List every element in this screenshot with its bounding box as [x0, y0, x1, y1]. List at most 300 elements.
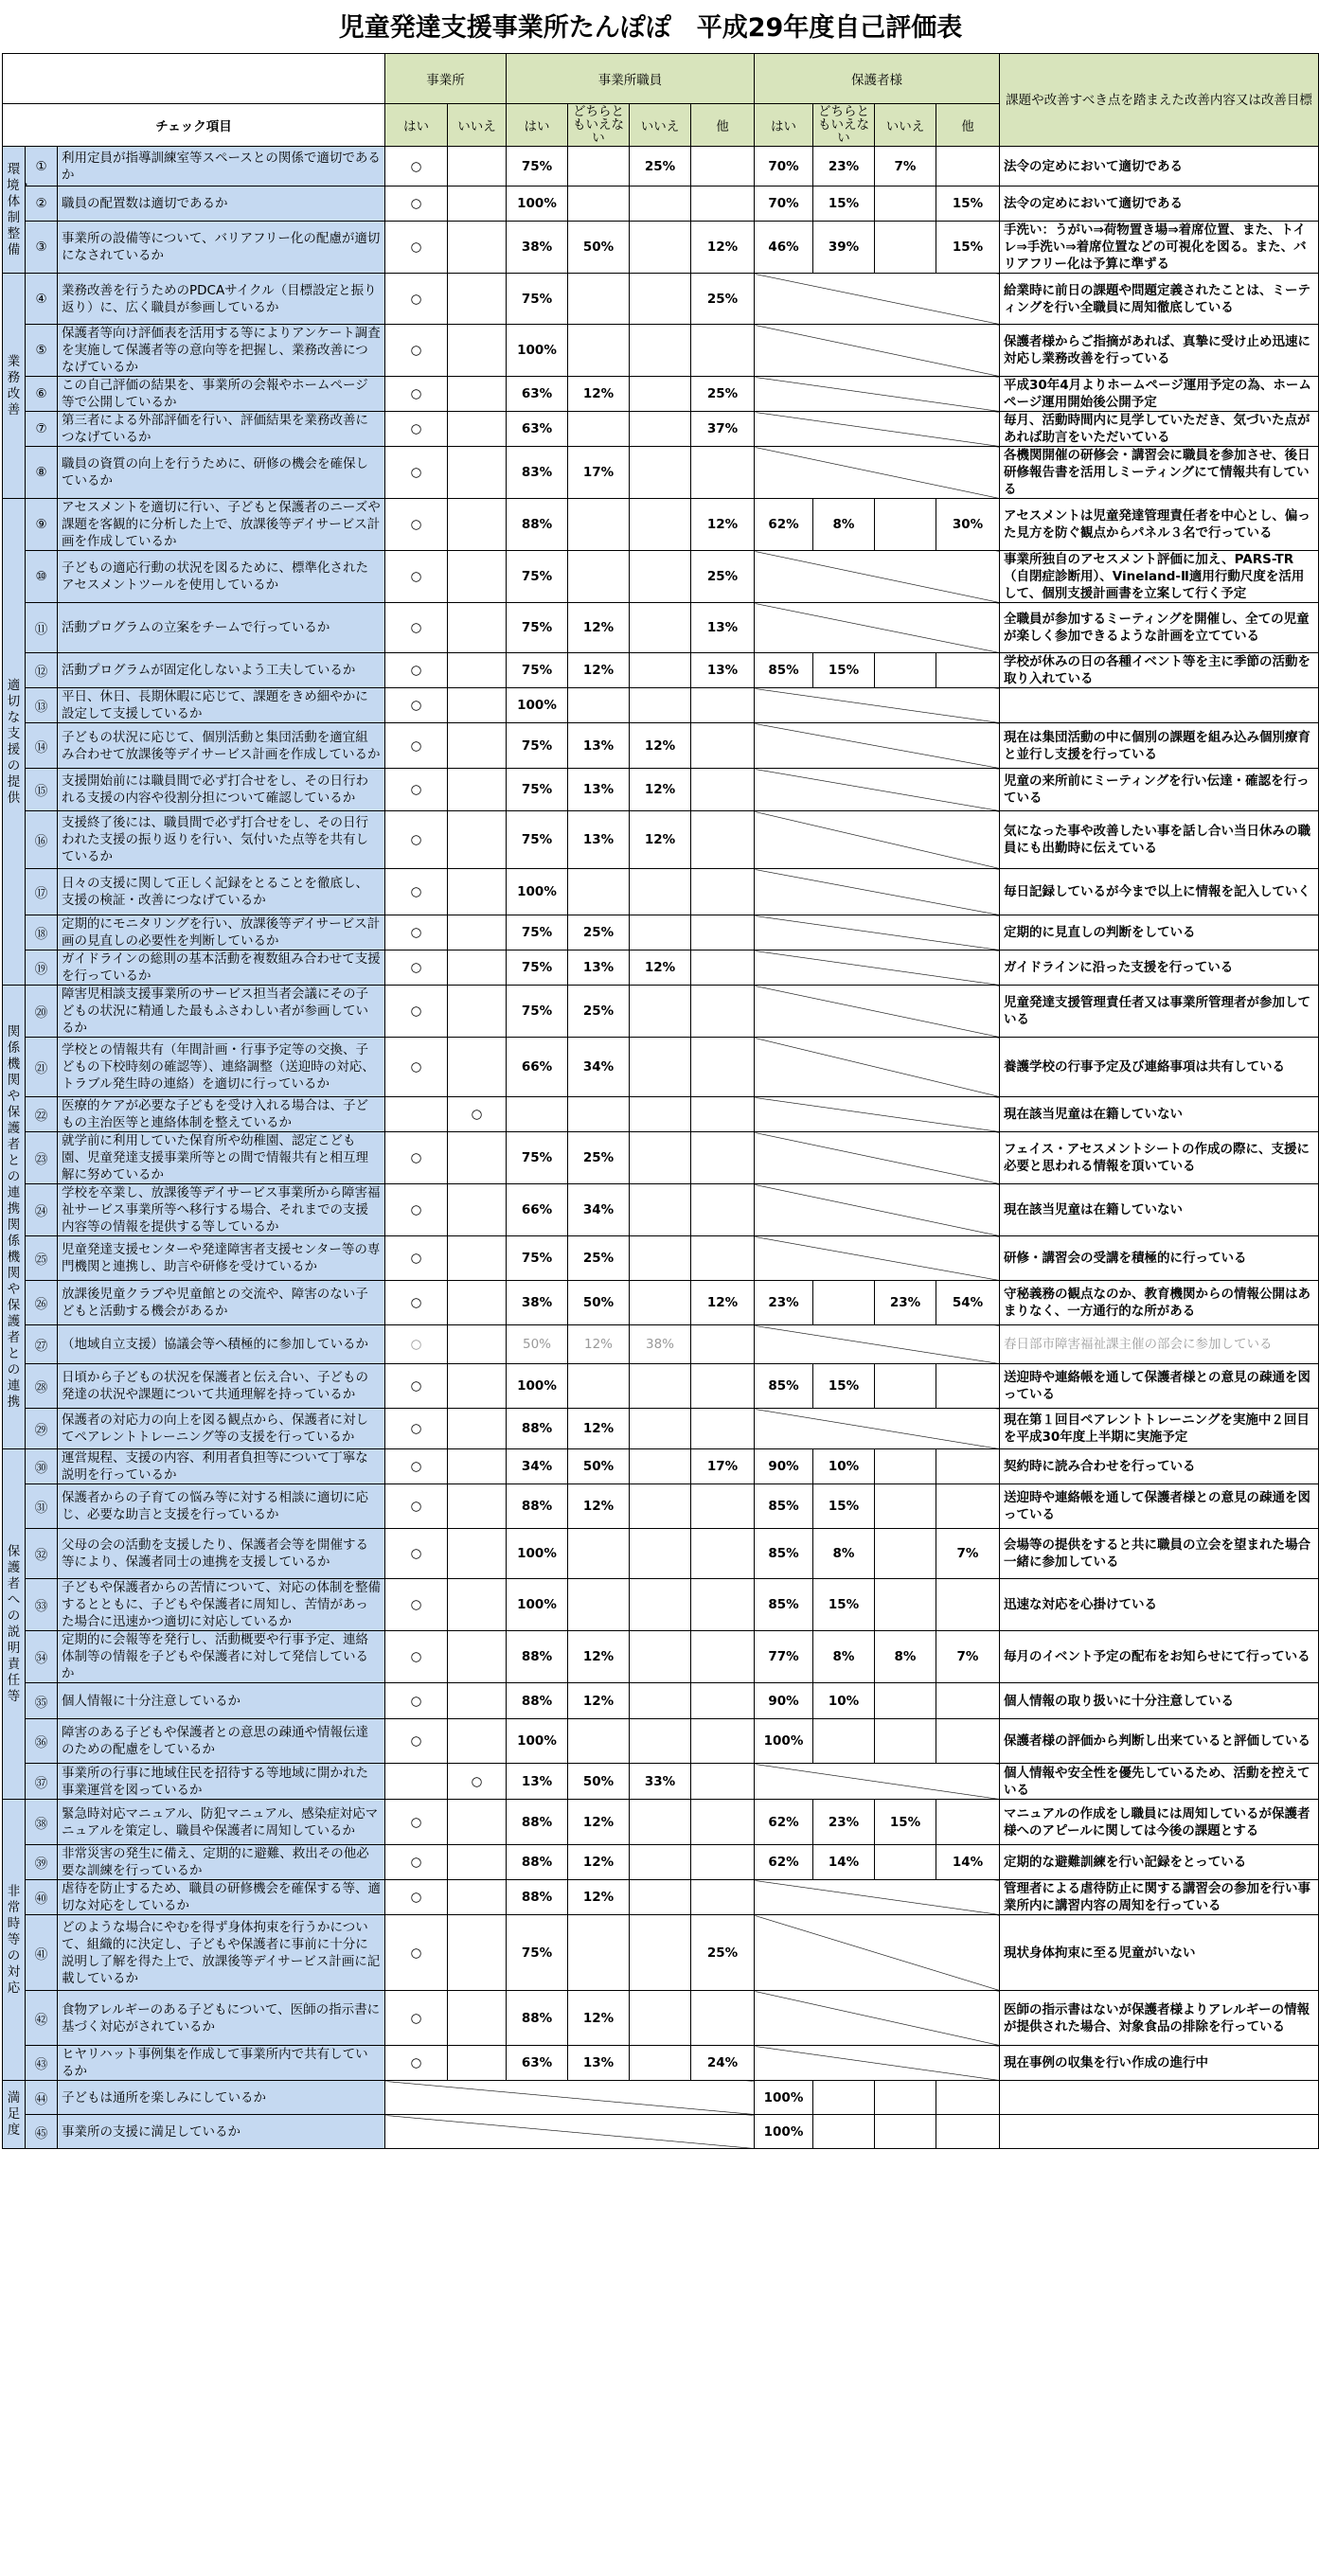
guardian-neither-value: 8% — [813, 1631, 875, 1683]
staff-neither-value — [568, 274, 630, 325]
staff-yes-value: 75% — [507, 274, 568, 325]
staff-neither-value — [568, 1579, 630, 1631]
improvement-comment: 法令の定めにおいて適切である — [1000, 187, 1319, 222]
facility-yes-mark: ○ — [385, 1880, 448, 1915]
facility-no-mark — [448, 1132, 507, 1184]
guardian-na — [755, 2046, 1000, 2081]
staff-neither-value: 13% — [568, 769, 630, 811]
staff-neither-value: 13% — [568, 723, 630, 769]
improvement-comment: 給業時に前日の課題や問題定義されたことは、ミーティングを行い全職員に周知徹底している — [1000, 274, 1319, 325]
staff-other-value: 17% — [691, 1449, 755, 1484]
check-item-text: 事業所の支援に満足しているか — [58, 2115, 385, 2149]
header-staff-yes: はい — [507, 104, 568, 147]
facility-no-mark — [448, 1915, 507, 1991]
guardian-yes-value: 46% — [755, 222, 813, 274]
table-row — [3, 377, 1319, 412]
check-item-text: 支援開始前には職員間で必ず打合せをし、その日行われる支援の内容や役割分担について確認しているか — [58, 769, 385, 811]
improvement-comment: 児童発達支援管理責任者又は事業所管理者が参加している — [1000, 986, 1319, 1038]
guardian-neither-value: 8% — [813, 1529, 875, 1579]
table-row — [3, 222, 1319, 274]
guardian-other-value — [936, 1719, 1000, 1764]
table-row — [3, 1484, 1319, 1529]
guardian-na — [755, 1097, 1000, 1132]
guardian-neither-value: 15% — [813, 187, 875, 222]
staff-yes-value: 63% — [507, 412, 568, 447]
table-row — [3, 950, 1319, 986]
facility-yes-mark: ○ — [385, 1281, 448, 1325]
item-number: ㉗ — [26, 1325, 58, 1364]
staff-neither-value — [568, 187, 630, 222]
improvement-comment: 送迎時や連絡帳を通して保護者様との意見の疎通を図っている — [1000, 1364, 1319, 1409]
improvement-comment: 医師の指示書はないが保護者様よりアレルギーの情報が提供された場合、対象食品の排除を行っている — [1000, 1991, 1319, 2046]
guardian-no-value: 8% — [875, 1631, 936, 1683]
check-item-text: 父母の会の活動を支援したり、保護者会等を開催する等により、保護者同士の連携を支援しているか — [58, 1529, 385, 1579]
evaluation-rows — [3, 147, 1319, 2149]
staff-neither-value: 12% — [568, 1800, 630, 1845]
check-item-text: 業務改善を行うためのPDCAサイクル（目標設定と振り返り）に、広く職員が参画しているか — [58, 274, 385, 325]
staff-other-value: 25% — [691, 377, 755, 412]
facility-yes-mark: ○ — [385, 1683, 448, 1719]
staff-other-value — [691, 1991, 755, 2046]
improvement-comment: 事業所独自のアセスメント評価に加え、PARS-TR（自閉症診断用）、Vineland-Ⅱ適用行動尺度を活用して、個別支援計画書を立案して行く予定 — [1000, 551, 1319, 603]
header-staff: 事業所職員 — [507, 54, 755, 104]
improvement-comment: 春日部市障害福祉課主催の部会に参加している — [1000, 1325, 1319, 1364]
staff-other-value — [691, 1364, 755, 1409]
staff-no-value — [630, 1097, 691, 1132]
staff-neither-value — [568, 551, 630, 603]
guardian-no-value — [875, 1719, 936, 1764]
staff-other-value: 13% — [691, 653, 755, 688]
staff-no-value: 38% — [630, 1325, 691, 1364]
staff-other-value: 12% — [691, 222, 755, 274]
item-number: ㊺ — [26, 2115, 58, 2149]
facility-no-mark — [448, 1880, 507, 1915]
staff-other-value — [691, 147, 755, 187]
guardian-no-value — [875, 187, 936, 222]
item-number: ㉔ — [26, 1184, 58, 1236]
guardian-no-value: 23% — [875, 1281, 936, 1325]
check-item-text: ヒヤリハット事例集を作成して事業所内で共有しているか — [58, 2046, 385, 2081]
staff-yes-value: 66% — [507, 1038, 568, 1097]
item-number: ㉛ — [26, 1484, 58, 1529]
staff-no-value — [630, 499, 691, 551]
facility-no-mark — [448, 274, 507, 325]
guardian-na — [755, 1915, 1000, 1991]
header-staff-neither: どちらともいえない — [568, 104, 630, 147]
check-item-text: 事業所の設備等について、バリアフリー化の配慮が適切になされているか — [58, 222, 385, 274]
guardian-na — [755, 325, 1000, 377]
guardian-na — [755, 412, 1000, 447]
item-number: ㉘ — [26, 1364, 58, 1409]
staff-neither-value: 12% — [568, 1991, 630, 2046]
guardian-neither-value — [813, 1281, 875, 1325]
improvement-comment — [1000, 688, 1319, 723]
item-number: ① — [26, 147, 58, 187]
check-item-text: 事業所の行事に地域住民を招待する等地域に開かれた事業運営を図っているか — [58, 1764, 385, 1800]
table-row — [3, 2081, 1319, 2115]
item-number: ⑮ — [26, 769, 58, 811]
facility-yes-mark: ○ — [385, 1529, 448, 1579]
staff-other-value — [691, 1484, 755, 1529]
improvement-comment: 毎月、活動時間内に見学していただき、気づいた点があれば助言をいただいている — [1000, 412, 1319, 447]
check-item-text: 平日、休日、長期休暇に応じて、課題をきめ細やかに設定して支援しているか — [58, 688, 385, 723]
staff-no-value — [630, 1631, 691, 1683]
facility-yes-mark: ○ — [385, 187, 448, 222]
staff-yes-value: 100% — [507, 1364, 568, 1409]
check-item-text: 子どもや保護者からの苦情について、対応の体制を整備するとともに、子どもや保護者に周知し、苦情があった場合に迅速かつ適切に対応しているか — [58, 1579, 385, 1631]
header-check-item: チェック項目 — [3, 104, 385, 147]
facility-yes-mark: ○ — [385, 1579, 448, 1631]
staff-other-value — [691, 1529, 755, 1579]
guardian-neither-value: 15% — [813, 1364, 875, 1409]
facility-yes-mark: ○ — [385, 1132, 448, 1184]
facility-no-mark — [448, 147, 507, 187]
guardian-yes-value: 90% — [755, 1449, 813, 1484]
item-number: ⑨ — [26, 499, 58, 551]
header-guardian-yes: はい — [755, 104, 813, 147]
staff-no-value — [630, 1184, 691, 1236]
staff-other-value — [691, 1845, 755, 1880]
category-label: 適切な支援の提供 — [3, 499, 26, 986]
item-number: ⑯ — [26, 811, 58, 869]
guardian-na — [755, 274, 1000, 325]
improvement-comment: 定期的に見直しの判断をしている — [1000, 915, 1319, 950]
improvement-comment: 毎月のイベント予定の配布をお知らせにて行っている — [1000, 1631, 1319, 1683]
staff-no-value — [630, 222, 691, 274]
staff-neither-value — [568, 499, 630, 551]
facility-yes-mark: ○ — [385, 1449, 448, 1484]
staff-no-value — [630, 1683, 691, 1719]
staff-no-value: 12% — [630, 811, 691, 869]
staff-no-value — [630, 1409, 691, 1449]
guardian-yes-value: 90% — [755, 1683, 813, 1719]
table-row — [3, 1364, 1319, 1409]
facility-no-mark — [448, 1529, 507, 1579]
facility-no-mark — [448, 325, 507, 377]
facility-yes-mark: ○ — [385, 915, 448, 950]
guardian-yes-value: 62% — [755, 499, 813, 551]
staff-neither-value: 50% — [568, 222, 630, 274]
staff-yes-value: 88% — [507, 1880, 568, 1915]
staff-other-value — [691, 986, 755, 1038]
header-guardian: 保護者様 — [755, 54, 1000, 104]
guardian-na — [755, 447, 1000, 499]
guardian-na — [755, 986, 1000, 1038]
staff-no-value — [630, 1845, 691, 1880]
staff-neither-value: 13% — [568, 811, 630, 869]
improvement-comment: 各機関開催の研修会・講習会に職員を参加させ、後日研修報告書を活用しミーティングにて情報共有している — [1000, 447, 1319, 499]
guardian-yes-value: 85% — [755, 1484, 813, 1529]
facility-yes-mark — [385, 1764, 448, 1800]
facility-yes-mark: ○ — [385, 986, 448, 1038]
item-number: ㊹ — [26, 2081, 58, 2115]
staff-yes-value: 66% — [507, 1184, 568, 1236]
staff-yes-value: 88% — [507, 1409, 568, 1449]
staff-no-value — [630, 986, 691, 1038]
table-row — [3, 688, 1319, 723]
facility-no-mark — [448, 915, 507, 950]
improvement-comment: 会場等の提供をすると共に職員の立会を望まれた場合一緒に参加している — [1000, 1529, 1319, 1579]
guardian-yes-value: 85% — [755, 1579, 813, 1631]
guardian-other-value — [936, 1364, 1000, 1409]
staff-neither-value — [568, 147, 630, 187]
staff-no-value — [630, 377, 691, 412]
facility-no-mark — [448, 811, 507, 869]
item-number: ㉖ — [26, 1281, 58, 1325]
guardian-yes-value: 70% — [755, 147, 813, 187]
check-item-text: この自己評価の結果を、事業所の会報やホームページ等で公開しているか — [58, 377, 385, 412]
facility-no-mark — [448, 1184, 507, 1236]
item-number: ㉒ — [26, 1097, 58, 1132]
table-row — [3, 1529, 1319, 1579]
check-item-text: （地域自立支援）協議会等へ積極的に参加しているか — [58, 1325, 385, 1364]
item-number: ㉟ — [26, 1683, 58, 1719]
guardian-other-value — [936, 2115, 1000, 2149]
facility-no-mark — [448, 1409, 507, 1449]
page-title: 児童発達支援事業所たんぽぽ 平成29年度自己評価表 — [338, 13, 963, 43]
improvement-comment: 現在該当児童は在籍していない — [1000, 1184, 1319, 1236]
table-row — [3, 325, 1319, 377]
staff-other-value — [691, 1184, 755, 1236]
improvement-comment: 法令の定めにおいて適切である — [1000, 147, 1319, 187]
item-number: ㉚ — [26, 1449, 58, 1484]
facility-no-mark — [448, 1364, 507, 1409]
facility-no-mark — [448, 499, 507, 551]
table-row — [3, 412, 1319, 447]
check-item-text: 定期的にモニタリングを行い、放課後等デイサービス計画の見直しの必要性を判断しているか — [58, 915, 385, 950]
check-item-text: アセスメントを適切に行い、子どもと保護者のニーズや課題を客観的に分析した上で、放課後等デイサービス計画を作成しているか — [58, 499, 385, 551]
guardian-neither-value — [813, 2115, 875, 2149]
guardian-yes-value: 100% — [755, 1719, 813, 1764]
check-item-text: 活動プログラムが固定化しないよう工夫しているか — [58, 653, 385, 688]
staff-no-value — [630, 1880, 691, 1915]
staff-other-value — [691, 187, 755, 222]
category-label: 関係機関や保護者との連携関係機関や保護者との連携 — [3, 986, 26, 1449]
table-row — [3, 1325, 1319, 1364]
item-number: ④ — [26, 274, 58, 325]
staff-yes-value: 75% — [507, 811, 568, 869]
staff-neither-value: 50% — [568, 1764, 630, 1800]
staff-other-value — [691, 723, 755, 769]
guardian-yes-value: 85% — [755, 653, 813, 688]
guardian-na — [755, 950, 1000, 986]
guardian-neither-value: 8% — [813, 499, 875, 551]
facility-no-mark — [448, 1484, 507, 1529]
staff-neither-value: 12% — [568, 377, 630, 412]
table-row — [3, 1991, 1319, 2046]
staff-yes-value: 63% — [507, 2046, 568, 2081]
staff-yes-value: 75% — [507, 986, 568, 1038]
item-number: ⑤ — [26, 325, 58, 377]
check-item-text: 職員の資質の向上を行うために、研修の機会を確保しているか — [58, 447, 385, 499]
facility-yes-mark: ○ — [385, 1991, 448, 2046]
check-item-text: 学校を卒業し、放課後等デイサービス事業所から障害福祉サービス事業所等へ移行する場合、それまでの支援内容等の情報を提供する等しているか — [58, 1184, 385, 1236]
header-staff-other: 他 — [691, 104, 755, 147]
staff-yes-value: 100% — [507, 187, 568, 222]
table-row — [3, 1800, 1319, 1845]
facility-no-mark — [448, 1845, 507, 1880]
guardian-na — [755, 688, 1000, 723]
facility-yes-mark: ○ — [385, 551, 448, 603]
facility-yes-mark: ○ — [385, 1236, 448, 1281]
improvement-comment: 毎日記録しているが今まで以上に情報を記入していく — [1000, 869, 1319, 915]
staff-neither-value — [568, 1719, 630, 1764]
facility-yes-mark: ○ — [385, 1184, 448, 1236]
facility-yes-mark: ○ — [385, 274, 448, 325]
table-row — [3, 274, 1319, 325]
header-staff-no: いいえ — [630, 104, 691, 147]
check-item-text: 日々の支援に関して正しく記録をとることを徹底し、支援の検証・改善につなげているか — [58, 869, 385, 915]
facility-no-mark — [448, 187, 507, 222]
evaluation-table — [2, 53, 1319, 2149]
improvement-comment: 現在は集団活動の中に個別の課題を組み込み個別療育と並行し支援を行っている — [1000, 723, 1319, 769]
staff-neither-value: 12% — [568, 603, 630, 653]
staff-other-value — [691, 1325, 755, 1364]
guardian-yes-value: 62% — [755, 1800, 813, 1845]
check-item-text: 放課後児童クラブや児童館との交流や、障害のない子どもと活動する機会があるか — [58, 1281, 385, 1325]
staff-neither-value: 12% — [568, 1325, 630, 1364]
staff-no-value — [630, 1719, 691, 1764]
facility-staff-na — [385, 2081, 755, 2115]
facility-yes-mark: ○ — [385, 688, 448, 723]
guardian-neither-value: 15% — [813, 1579, 875, 1631]
staff-other-value: 13% — [691, 603, 755, 653]
improvement-comment — [1000, 2115, 1319, 2149]
item-number: ㊱ — [26, 1719, 58, 1764]
improvement-comment: 現在事例の収集を行い作成の進行中 — [1000, 2046, 1319, 2081]
facility-yes-mark: ○ — [385, 1915, 448, 1991]
staff-no-value: 12% — [630, 950, 691, 986]
guardian-no-value — [875, 1845, 936, 1880]
facility-yes-mark: ○ — [385, 1800, 448, 1845]
staff-yes-value: 75% — [507, 653, 568, 688]
improvement-comment: 管理者による虐待防止に関する講習会の参加を行い事業所内に講習内容の周知を行っている — [1000, 1880, 1319, 1915]
staff-no-value — [630, 1038, 691, 1097]
table-row — [3, 187, 1319, 222]
facility-yes-mark: ○ — [385, 447, 448, 499]
guardian-na — [755, 1236, 1000, 1281]
guardian-no-value — [875, 2081, 936, 2115]
table-row — [3, 1579, 1319, 1631]
check-item-text: 日頃から子どもの状況を保護者と伝え合い、子どもの発達の状況や課題について共通理解を持っているか — [58, 1364, 385, 1409]
guardian-yes-value: 100% — [755, 2115, 813, 2149]
guardian-no-value — [875, 653, 936, 688]
item-number: ⑩ — [26, 551, 58, 603]
table-row — [3, 723, 1319, 769]
staff-no-value: 12% — [630, 769, 691, 811]
guardian-other-value: 15% — [936, 222, 1000, 274]
improvement-comment: 契約時に読み合わせを行っている — [1000, 1449, 1319, 1484]
facility-yes-mark: ○ — [385, 1719, 448, 1764]
staff-other-value — [691, 1409, 755, 1449]
guardian-no-value — [875, 1529, 936, 1579]
facility-no-mark — [448, 1683, 507, 1719]
staff-yes-value: 100% — [507, 688, 568, 723]
guardian-neither-value — [813, 1719, 875, 1764]
facility-no-mark — [448, 1631, 507, 1683]
table-row — [3, 603, 1319, 653]
guardian-yes-value: 85% — [755, 1529, 813, 1579]
facility-no-mark — [448, 551, 507, 603]
guardian-no-value — [875, 1484, 936, 1529]
staff-neither-value: 12% — [568, 1880, 630, 1915]
staff-neither-value: 25% — [568, 1236, 630, 1281]
guardian-neither-value: 10% — [813, 1683, 875, 1719]
staff-no-value — [630, 688, 691, 723]
guardian-yes-value: 62% — [755, 1845, 813, 1880]
item-number: ㉕ — [26, 1236, 58, 1281]
guardian-na — [755, 1325, 1000, 1364]
staff-no-value — [630, 1449, 691, 1484]
improvement-comment: マニュアルの作成をし職員には周知しているが保護者様へのアピールに関しては今後の課題とする — [1000, 1800, 1319, 1845]
staff-no-value — [630, 412, 691, 447]
table-row — [3, 1631, 1319, 1683]
guardian-no-value: 7% — [875, 147, 936, 187]
check-item-text: 個人情報に十分注意しているか — [58, 1683, 385, 1719]
facility-no-mark — [448, 1281, 507, 1325]
guardian-other-value: 30% — [936, 499, 1000, 551]
staff-other-value — [691, 1097, 755, 1132]
staff-neither-value: 12% — [568, 653, 630, 688]
facility-no-mark — [448, 222, 507, 274]
staff-neither-value: 12% — [568, 1484, 630, 1529]
facility-no-mark: ○ — [448, 1764, 507, 1800]
guardian-na — [755, 811, 1000, 869]
staff-no-value: 12% — [630, 723, 691, 769]
improvement-comment: 平成30年4月よりホームページ運用予定の為、ホームページ運用開始後公開予定 — [1000, 377, 1319, 412]
facility-no-mark — [448, 950, 507, 986]
guardian-na — [755, 603, 1000, 653]
table-row — [3, 1845, 1319, 1880]
staff-no-value — [630, 1529, 691, 1579]
staff-yes-value: 88% — [507, 1683, 568, 1719]
staff-other-value: 25% — [691, 1915, 755, 1991]
facility-no-mark — [448, 1579, 507, 1631]
staff-no-value — [630, 1132, 691, 1184]
table-row — [3, 1915, 1319, 1991]
facility-yes-mark: ○ — [385, 653, 448, 688]
item-number: ⑧ — [26, 447, 58, 499]
check-item-text: 医療的ケアが必要な子どもを受け入れる場合は、子どもの主治医等と連絡体制を整えているか — [58, 1097, 385, 1132]
item-number: ⑥ — [26, 377, 58, 412]
staff-yes-value: 100% — [507, 325, 568, 377]
improvement-comment: 送迎時や連絡帳を通して保護者様との意見の疎通を図っている — [1000, 1484, 1319, 1529]
guardian-other-value — [936, 147, 1000, 187]
staff-neither-value: 25% — [568, 986, 630, 1038]
facility-yes-mark: ○ — [385, 869, 448, 915]
staff-no-value — [630, 2046, 691, 2081]
guardian-na — [755, 1991, 1000, 2046]
staff-yes-value: 75% — [507, 915, 568, 950]
item-number: ㉜ — [26, 1529, 58, 1579]
staff-no-value — [630, 447, 691, 499]
facility-no-mark — [448, 688, 507, 723]
facility-no-mark — [448, 1038, 507, 1097]
improvement-comment: 気になった事や改善したい事を話し合い当日休みの職員にも出勤時に伝えている — [1000, 811, 1319, 869]
guardian-neither-value: 39% — [813, 222, 875, 274]
guardian-na — [755, 869, 1000, 915]
table-row — [3, 1097, 1319, 1132]
facility-yes-mark: ○ — [385, 325, 448, 377]
facility-no-mark — [448, 1800, 507, 1845]
guardian-yes-value: 70% — [755, 187, 813, 222]
item-number: ㊷ — [26, 1991, 58, 2046]
staff-other-value — [691, 915, 755, 950]
table-row — [3, 1281, 1319, 1325]
staff-neither-value: 50% — [568, 1449, 630, 1484]
improvement-comment: ガイドラインに沿った支援を行っている — [1000, 950, 1319, 986]
guardian-no-value — [875, 2115, 936, 2149]
